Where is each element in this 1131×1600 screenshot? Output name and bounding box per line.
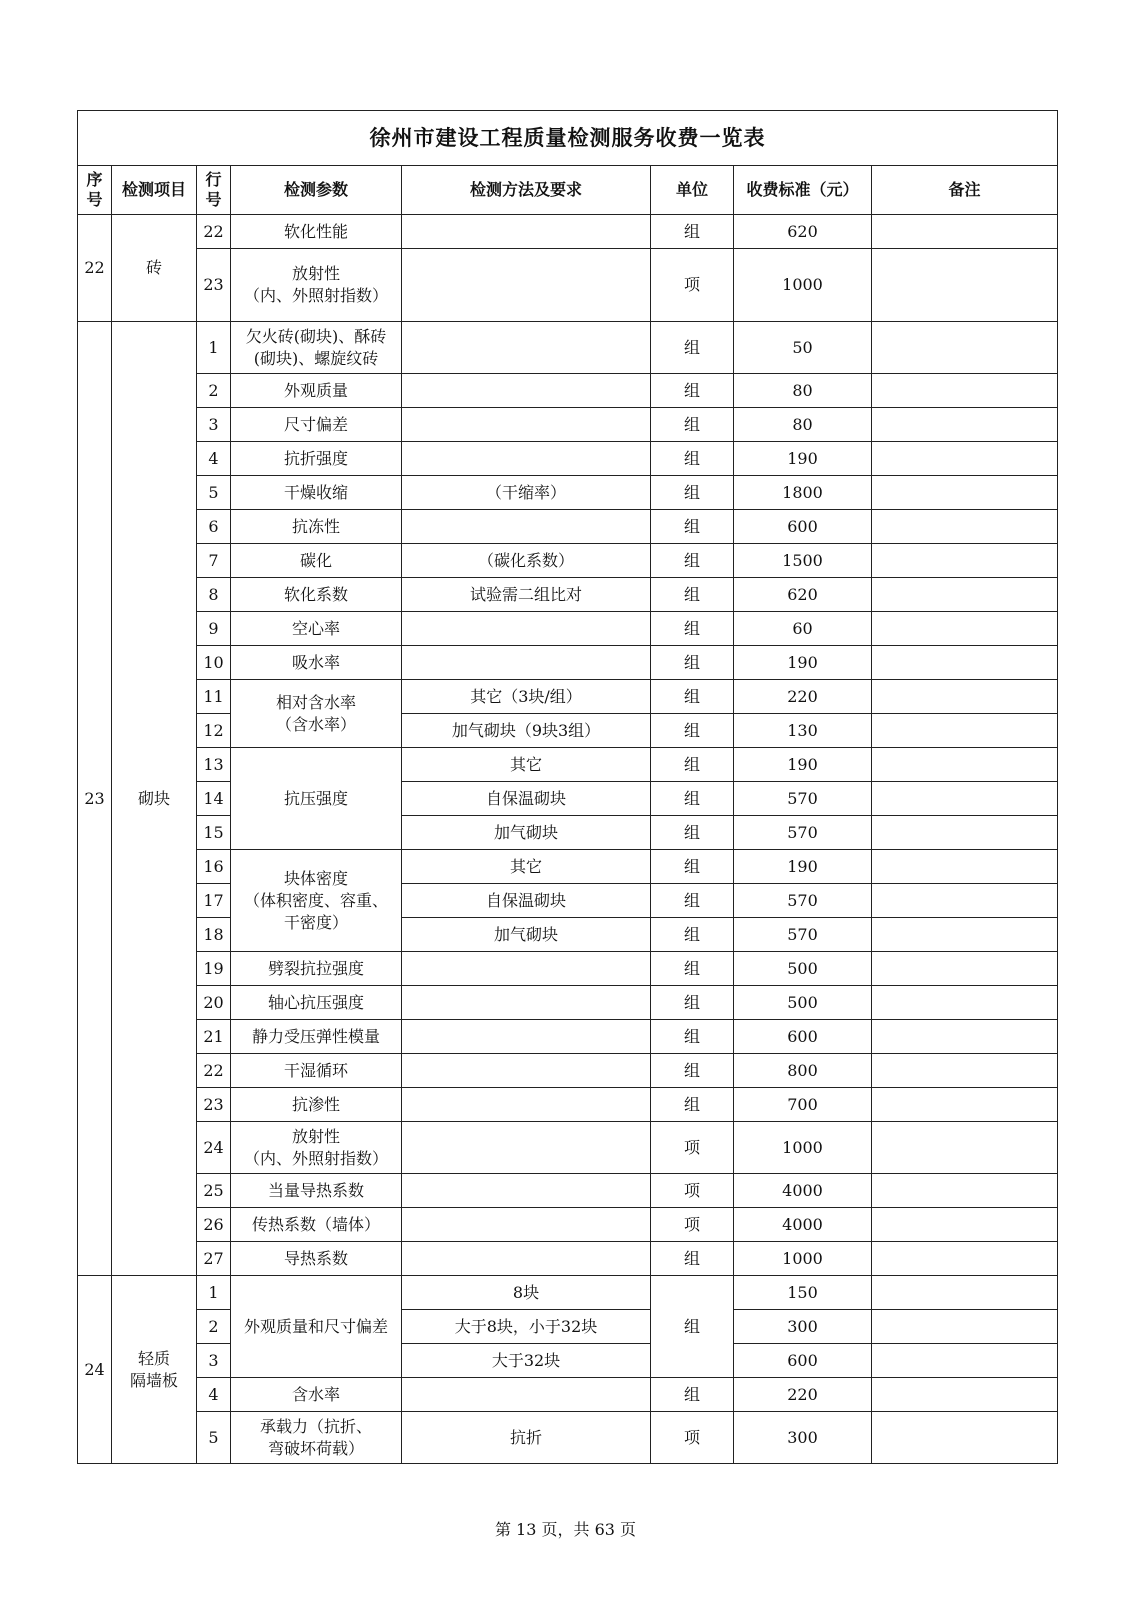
unit-cell: 组 (651, 748, 734, 782)
fee-cell: 1500 (734, 544, 872, 578)
table-row (78, 249, 1058, 322)
unit-cell: 项 (651, 1122, 734, 1174)
param-cell: 块体密度 （体积密度、容重、 干密度） (231, 850, 402, 952)
method-cell (402, 322, 651, 374)
row-no: 13 (197, 748, 231, 782)
unit-cell: 组 (651, 918, 734, 952)
table-row (78, 680, 1058, 714)
table-row (78, 952, 1058, 986)
table-row (78, 1208, 1058, 1242)
header-seq: 序 号 (78, 166, 112, 215)
param-cell: 软化系数 (231, 578, 402, 612)
method-cell (402, 612, 651, 646)
remark-cell (872, 510, 1058, 544)
remark-cell (872, 1020, 1058, 1054)
param-cell: 抗冻性 (231, 510, 402, 544)
remark-cell (872, 952, 1058, 986)
method-cell (402, 1242, 651, 1276)
method-cell (402, 952, 651, 986)
table-row (78, 1174, 1058, 1208)
param-cell: 含水率 (231, 1378, 402, 1412)
group-item: 砌块 (112, 322, 197, 1276)
remark-cell (872, 1378, 1058, 1412)
fee-cell: 60 (734, 612, 872, 646)
unit-cell: 组 (651, 986, 734, 1020)
method-cell: 其它（3块/组） (402, 680, 651, 714)
row-no: 22 (197, 215, 231, 249)
unit-cell: 组 (651, 1020, 734, 1054)
row-no: 2 (197, 374, 231, 408)
row-no: 23 (197, 1088, 231, 1122)
row-no: 5 (197, 1412, 231, 1464)
fee-cell: 80 (734, 408, 872, 442)
table-row (78, 374, 1058, 408)
method-cell (402, 1208, 651, 1242)
unit-cell: 组 (651, 322, 734, 374)
fee-cell: 800 (734, 1054, 872, 1088)
unit-cell: 组 (651, 952, 734, 986)
row-no: 9 (197, 612, 231, 646)
header-item: 检测项目 (112, 166, 197, 215)
remark-cell (872, 476, 1058, 510)
row-no: 7 (197, 544, 231, 578)
table-row (78, 1088, 1058, 1122)
fee-cell: 620 (734, 578, 872, 612)
row-no: 5 (197, 476, 231, 510)
unit-cell: 组 (651, 215, 734, 249)
fee-cell: 220 (734, 680, 872, 714)
method-cell (402, 442, 651, 476)
remark-cell (872, 442, 1058, 476)
param-cell: 抗折强度 (231, 442, 402, 476)
row-no: 20 (197, 986, 231, 1020)
param-cell: 当量导热系数 (231, 1174, 402, 1208)
header-method: 检测方法及要求 (402, 166, 651, 215)
method-cell (402, 1378, 651, 1412)
remark-cell (872, 612, 1058, 646)
row-no: 26 (197, 1208, 231, 1242)
fee-table (77, 110, 1058, 1464)
unit-cell: 组 (651, 680, 734, 714)
page-footer: 第 13 页，共 63 页 (494, 1520, 637, 1539)
method-cell: 自保温砌块 (402, 782, 651, 816)
row-no: 25 (197, 1174, 231, 1208)
remark-cell (872, 1242, 1058, 1276)
group-item: 砖 (112, 215, 197, 322)
method-cell: 其它 (402, 850, 651, 884)
table-row (78, 748, 1058, 782)
param-cell: 轴心抗压强度 (231, 986, 402, 1020)
remark-cell (872, 374, 1058, 408)
unit-cell: 组 (651, 884, 734, 918)
remark-cell (872, 680, 1058, 714)
remark-cell (872, 1412, 1058, 1464)
remark-cell (872, 322, 1058, 374)
remark-cell (872, 918, 1058, 952)
param-cell: 放射性 （内、外照射指数） (231, 1122, 402, 1174)
method-cell (402, 374, 651, 408)
method-cell: 加气砌块 (402, 816, 651, 850)
method-cell (402, 249, 651, 322)
fee-cell: 1800 (734, 476, 872, 510)
unit-cell: 组 (651, 544, 734, 578)
unit-cell: 组 (651, 442, 734, 476)
table-row (78, 215, 1058, 249)
fee-cell: 1000 (734, 249, 872, 322)
table-row (78, 782, 1058, 816)
unit-cell: 组 (651, 646, 734, 680)
row-no: 12 (197, 714, 231, 748)
method-cell (402, 510, 651, 544)
table-row (78, 544, 1058, 578)
table-row (78, 816, 1058, 850)
param-cell: 欠火砖(砌块)、酥砖 (砌块)、螺旋纹砖 (231, 322, 402, 374)
table-row (78, 578, 1058, 612)
row-no: 8 (197, 578, 231, 612)
remark-cell (872, 1276, 1058, 1310)
unit-cell: 组 (651, 612, 734, 646)
remark-cell (872, 646, 1058, 680)
method-cell: 加气砌块（9块3组） (402, 714, 651, 748)
param-cell: 静力受压弹性模量 (231, 1020, 402, 1054)
unit-cell: 组 (651, 782, 734, 816)
row-no: 11 (197, 680, 231, 714)
table-row (78, 510, 1058, 544)
fee-cell: 220 (734, 1378, 872, 1412)
method-cell (402, 1122, 651, 1174)
row-no: 24 (197, 1122, 231, 1174)
fee-cell: 190 (734, 442, 872, 476)
remark-cell (872, 544, 1058, 578)
row-no: 3 (197, 408, 231, 442)
row-no: 15 (197, 816, 231, 850)
group-seq: 24 (78, 1276, 112, 1464)
fee-cell: 1000 (734, 1242, 872, 1276)
unit-cell: 组 (651, 1276, 734, 1378)
row-no: 21 (197, 1020, 231, 1054)
row-no: 1 (197, 322, 231, 374)
row-no: 3 (197, 1344, 231, 1378)
method-cell: 大于8块，小于32块 (402, 1310, 651, 1344)
table-row (78, 1344, 1058, 1378)
method-cell: 加气砌块 (402, 918, 651, 952)
param-cell: 干湿循环 (231, 1054, 402, 1088)
unit-cell: 组 (651, 1088, 734, 1122)
fee-cell: 700 (734, 1088, 872, 1122)
method-cell (402, 408, 651, 442)
row-no: 16 (197, 850, 231, 884)
unit-cell: 组 (651, 374, 734, 408)
table-row (78, 918, 1058, 952)
remark-cell (872, 408, 1058, 442)
table-row (78, 1122, 1058, 1174)
unit-cell: 组 (651, 408, 734, 442)
header-remark: 备注 (872, 166, 1058, 215)
group-seq: 23 (78, 322, 112, 1276)
unit-cell: 组 (651, 850, 734, 884)
unit-cell: 项 (651, 1412, 734, 1464)
remark-cell (872, 1208, 1058, 1242)
unit-cell: 项 (651, 249, 734, 322)
fee-cell: 190 (734, 646, 872, 680)
unit-cell: 组 (651, 1054, 734, 1088)
fee-cell: 190 (734, 748, 872, 782)
remark-cell (872, 1344, 1058, 1378)
row-no: 19 (197, 952, 231, 986)
method-cell (402, 1174, 651, 1208)
unit-cell: 组 (651, 714, 734, 748)
fee-cell: 190 (734, 850, 872, 884)
fee-cell: 130 (734, 714, 872, 748)
param-cell: 软化性能 (231, 215, 402, 249)
method-cell (402, 646, 651, 680)
table-row (78, 442, 1058, 476)
fee-cell: 150 (734, 1276, 872, 1310)
param-cell: 抗压强度 (231, 748, 402, 850)
unit-cell: 组 (651, 578, 734, 612)
remark-cell (872, 986, 1058, 1020)
remark-cell (872, 1122, 1058, 1174)
fee-cell: 4000 (734, 1174, 872, 1208)
table-row (78, 1242, 1058, 1276)
header-param: 检测参数 (231, 166, 402, 215)
row-no: 22 (197, 1054, 231, 1088)
row-no: 6 (197, 510, 231, 544)
table-body (78, 111, 1058, 1464)
param-cell: 干燥收缩 (231, 476, 402, 510)
method-cell (402, 986, 651, 1020)
unit-cell: 组 (651, 476, 734, 510)
method-cell (402, 1020, 651, 1054)
row-no: 10 (197, 646, 231, 680)
fee-cell: 300 (734, 1310, 872, 1344)
fee-cell: 300 (734, 1412, 872, 1464)
row-no: 23 (197, 249, 231, 322)
param-cell: 抗渗性 (231, 1088, 402, 1122)
remark-cell (872, 249, 1058, 322)
header-fee: 收费标准（元） (734, 166, 872, 215)
remark-cell (872, 1054, 1058, 1088)
remark-cell (872, 215, 1058, 249)
table-row (78, 714, 1058, 748)
row-no: 18 (197, 918, 231, 952)
table-row (78, 646, 1058, 680)
table-title: 徐州市建设工程质量检测服务收费一览表 (78, 111, 1058, 166)
method-cell: 自保温砌块 (402, 884, 651, 918)
param-cell: 外观质量和尺寸偏差 (231, 1276, 402, 1378)
method-cell (402, 215, 651, 249)
table-row (78, 1412, 1058, 1464)
unit-cell: 项 (651, 1174, 734, 1208)
remark-cell (872, 850, 1058, 884)
param-cell: 传热系数（墙体） (231, 1208, 402, 1242)
table-row (78, 1276, 1058, 1310)
param-cell: 导热系数 (231, 1242, 402, 1276)
remark-cell (872, 884, 1058, 918)
remark-cell (872, 1174, 1058, 1208)
unit-cell: 组 (651, 816, 734, 850)
table-row (78, 884, 1058, 918)
row-no: 4 (197, 1378, 231, 1412)
header-unit: 单位 (651, 166, 734, 215)
param-cell: 碳化 (231, 544, 402, 578)
param-cell: 尺寸偏差 (231, 408, 402, 442)
table-row (78, 612, 1058, 646)
method-cell: 试验需二组比对 (402, 578, 651, 612)
table-row (78, 1054, 1058, 1088)
fee-cell: 620 (734, 215, 872, 249)
fee-cell: 600 (734, 1020, 872, 1054)
fee-cell: 570 (734, 918, 872, 952)
remark-cell (872, 816, 1058, 850)
method-cell: （干缩率） (402, 476, 651, 510)
param-cell: 相对含水率 （含水率） (231, 680, 402, 748)
fee-cell: 500 (734, 986, 872, 1020)
method-cell (402, 1088, 651, 1122)
row-no: 17 (197, 884, 231, 918)
fee-cell: 570 (734, 884, 872, 918)
table-row (78, 1310, 1058, 1344)
header-row (78, 166, 1058, 215)
row-no: 2 (197, 1310, 231, 1344)
row-no: 27 (197, 1242, 231, 1276)
table-row (78, 322, 1058, 374)
table-row (78, 986, 1058, 1020)
fee-cell: 50 (734, 322, 872, 374)
group-seq: 22 (78, 215, 112, 322)
fee-cell: 600 (734, 1344, 872, 1378)
remark-cell (872, 748, 1058, 782)
fee-cell: 570 (734, 782, 872, 816)
method-cell: 大于32块 (402, 1344, 651, 1378)
param-cell: 劈裂抗拉强度 (231, 952, 402, 986)
param-cell: 放射性 （内、外照射指数） (231, 249, 402, 322)
row-no: 4 (197, 442, 231, 476)
table-row (78, 1378, 1058, 1412)
row-no: 1 (197, 1276, 231, 1310)
table-row (78, 850, 1058, 884)
remark-cell (872, 1088, 1058, 1122)
method-cell: 抗折 (402, 1412, 651, 1464)
header-row-no: 行 号 (197, 166, 231, 215)
row-no: 14 (197, 782, 231, 816)
param-cell: 外观质量 (231, 374, 402, 408)
table-row (78, 476, 1058, 510)
param-cell: 空心率 (231, 612, 402, 646)
method-cell: 8块 (402, 1276, 651, 1310)
unit-cell: 组 (651, 510, 734, 544)
fee-cell: 1000 (734, 1122, 872, 1174)
param-cell: 承载力（抗折、 弯破坏荷载） (231, 1412, 402, 1464)
method-cell (402, 1054, 651, 1088)
fee-cell: 600 (734, 510, 872, 544)
unit-cell: 项 (651, 1208, 734, 1242)
fee-cell: 500 (734, 952, 872, 986)
remark-cell (872, 578, 1058, 612)
group-item: 轻质 隔墙板 (112, 1276, 197, 1464)
fee-cell: 80 (734, 374, 872, 408)
param-cell: 吸水率 (231, 646, 402, 680)
method-cell: （碳化系数） (402, 544, 651, 578)
fee-cell: 570 (734, 816, 872, 850)
table-row (78, 408, 1058, 442)
remark-cell (872, 1310, 1058, 1344)
remark-cell (872, 782, 1058, 816)
method-cell: 其它 (402, 748, 651, 782)
remark-cell (872, 714, 1058, 748)
table-row (78, 1020, 1058, 1054)
unit-cell: 组 (651, 1242, 734, 1276)
unit-cell: 组 (651, 1378, 734, 1412)
fee-cell: 4000 (734, 1208, 872, 1242)
